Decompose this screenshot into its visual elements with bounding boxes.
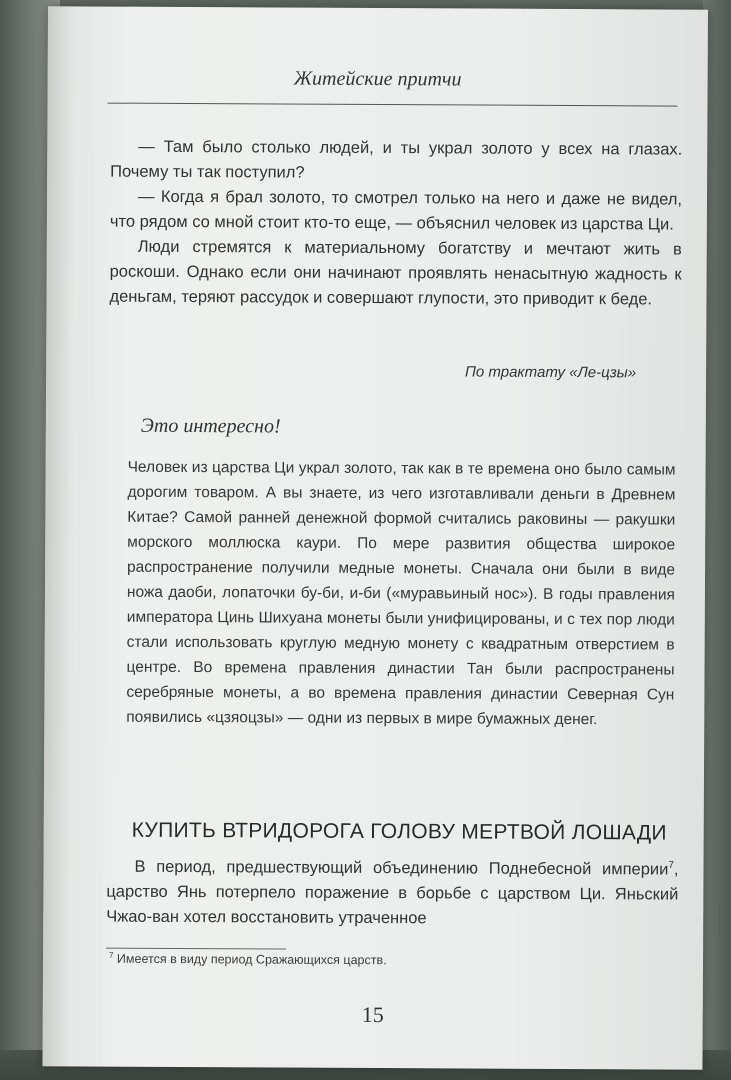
sidebar-text (126, 455, 675, 733)
story-paragraph: — Когда я брал золото, то смотрел только на него и даже не видел, что рядом со мной стоит кто-то еще, — объяснил человек из царства Ци. (109, 187, 683, 234)
story-source: По трактату «Ле-цзы» (465, 363, 637, 382)
footnote-text: Имеется в виду период Сражающихся царств. (113, 951, 387, 968)
section-paragraph (106, 855, 678, 933)
story-paragraph: Люди стремятся к материальному богатству и мечтают жить в роскоши. Однако если они начинают проявлять ненасытную жадность к деньгам, теряют рассудок и совершают глупости, это приводит к беде. (109, 237, 682, 309)
section-text-start: В период, предшествующий объединению Поднебесной империи (134, 857, 669, 879)
sidebar-title: Это интересно! (140, 414, 281, 438)
footnote-rule (106, 948, 286, 950)
section-text (106, 855, 678, 933)
section-text-end: , царство Янь потерпело поражение в борьбе с царством Ци. Яньский Чжао-ван хотел восстановить утраченное (106, 860, 679, 928)
story-paragraph: — Там было столько людей, и ты украл золото у всех на глазах. Почему ты так поступил? (110, 137, 683, 182)
sidebar-paragraph: Человек из царства Ци украл золото, так как в те времена оно было самым дорогим товаром. А вы знаете, из чего изготавливали деньги в Древнем Китае? Самой ранней денежной формой считались раковины — ракушки морского моллюска каури. По мере развития общества широкое распространение получили медные монеты. Сначала они были в виде ножа даоби, лопаточки бу-би, и-би («муравьиный нос»). В годы правления императора Цинь Шихуана монеты были унифицированы, и с тех пор люди стали использовать круглую медную монету с квадратным отверстием в центре. Во времена правления династии Тан были распространены серебряные монеты, а во времена правления династии Северная Сун появились «цзяоцзы» — одни из первых в мире бумажных денег. (126, 458, 676, 729)
footnote-number: 7 (109, 950, 114, 960)
page-number: 15 (361, 1001, 384, 1028)
section-heading: КУПИТЬ ВТРИДОРОГА ГОЛОВУ МЕРТВОЙ ЛОШАДИ (131, 818, 667, 845)
footnote-reference: 7 (668, 860, 674, 872)
running-header: Житейские притчи (293, 67, 462, 91)
footnote (109, 951, 387, 968)
book-page (42, 6, 708, 1069)
header-rule (107, 103, 677, 107)
story-text (109, 135, 682, 313)
